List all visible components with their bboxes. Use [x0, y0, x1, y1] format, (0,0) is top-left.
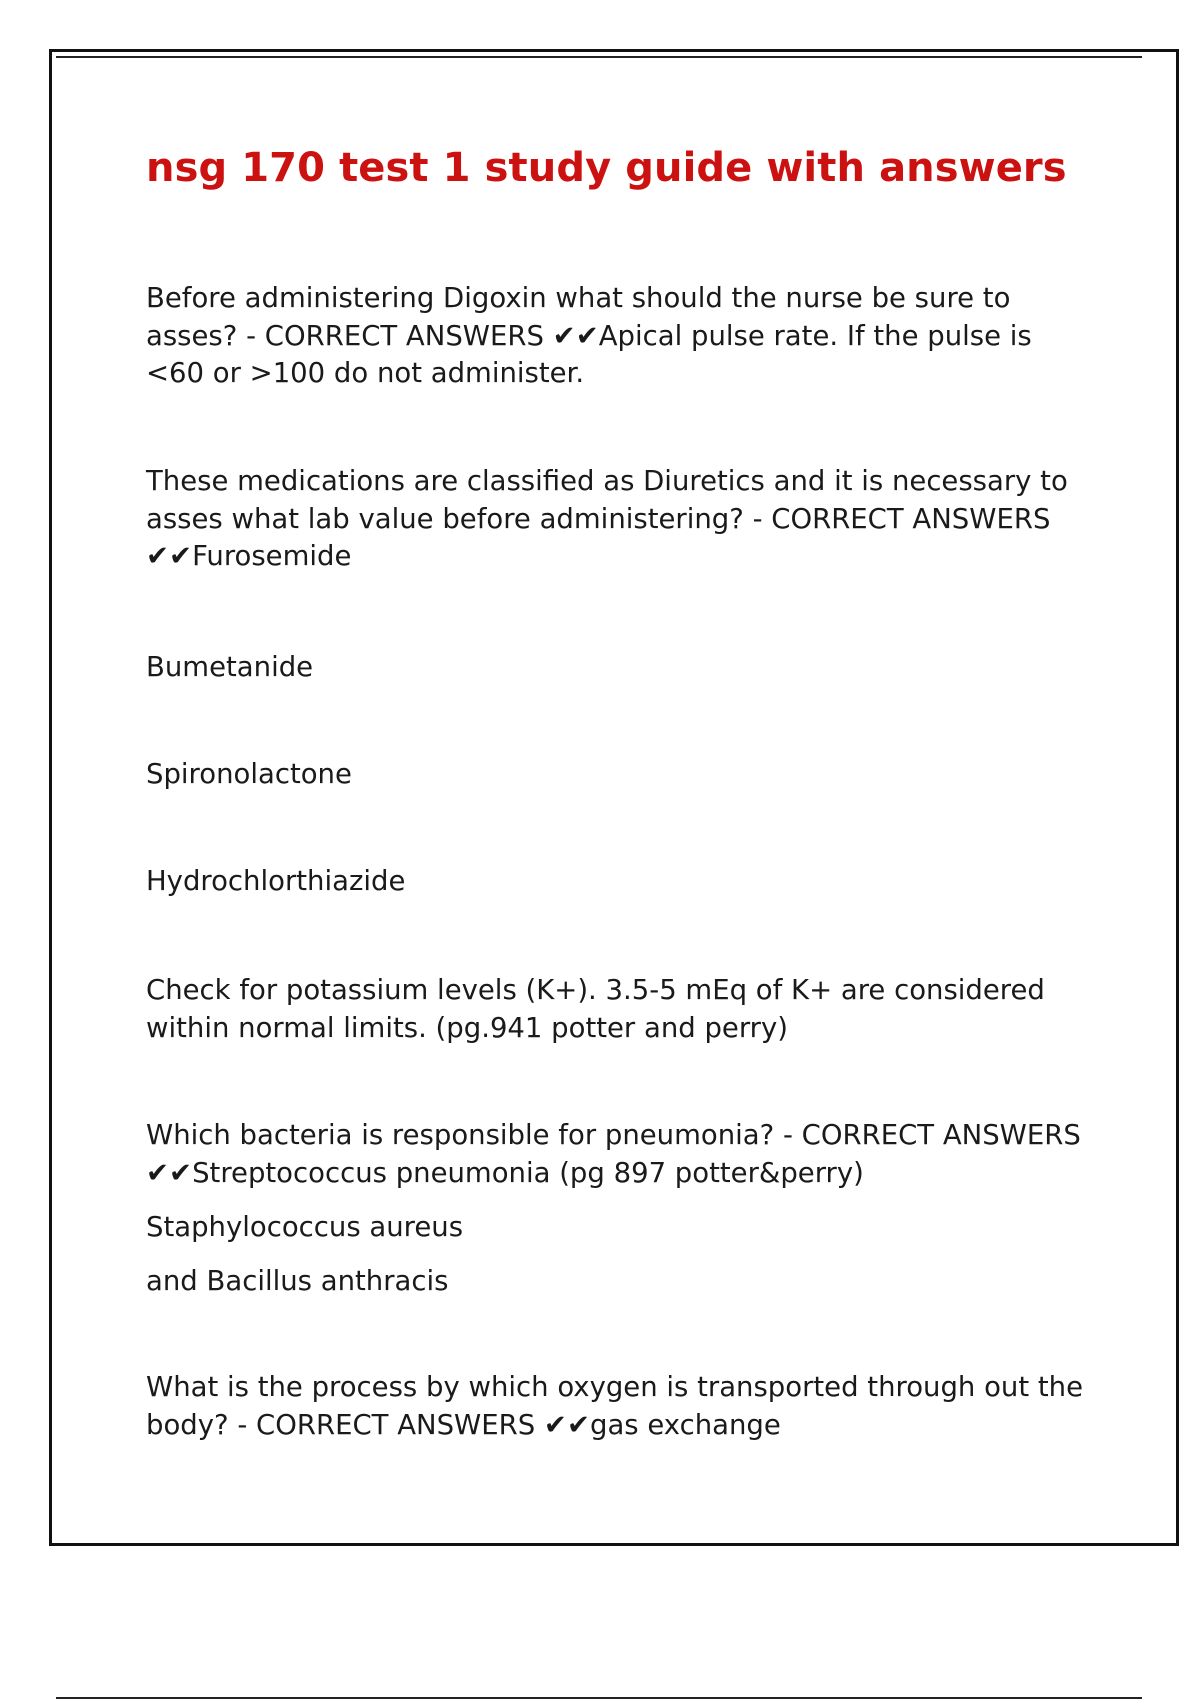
answer-line-bumetanide: Bumetanide: [146, 651, 314, 683]
answer-line-spironolactone: Spironolactone: [146, 758, 352, 790]
qa-entry-pneumonia: Which bacteria is responsible for pneumonia? - CORRECT ANSWERS ✔✔Streptococcus pneumonia (pg 897 potter&perry): [146, 1119, 1081, 1189]
qa-entry-diuretics: These medications are classified as Diuretics and it is necessary to asses what lab value before administering? - CORRECT ANSWERS ✔✔Furosemide: [146, 465, 1068, 572]
answer-line-potassium: Check for potassium levels (K+). 3.5-5 mEq of K+ are considered within normal limits. (pg.941 potter and perry): [146, 974, 1045, 1044]
bottom-divider: [56, 1697, 1142, 1699]
page-frame: [49, 49, 1179, 1546]
qa-entry-oxygen: What is the process by which oxygen is transported through out the body? - CORRECT ANSWERS ✔✔gas exchange: [146, 1371, 1083, 1441]
answer-line-hydrochlorthiazide: Hydrochlorthiazide: [146, 865, 406, 897]
page-title: nsg 170 test 1 study guide with answers: [146, 145, 1067, 191]
qa-entry-digoxin: Before administering Digoxin what should the nurse be sure to asses? - CORRECT ANSWERS ✔✔Apical pulse rate. If the pulse is <60 or >100 do not administer.: [146, 282, 1032, 389]
answer-line-staphylococcus: Staphylococcus aureus: [146, 1211, 464, 1243]
document-content: [146, 140, 1096, 1441]
answer-line-bacillus: and Bacillus anthracis: [146, 1265, 449, 1297]
